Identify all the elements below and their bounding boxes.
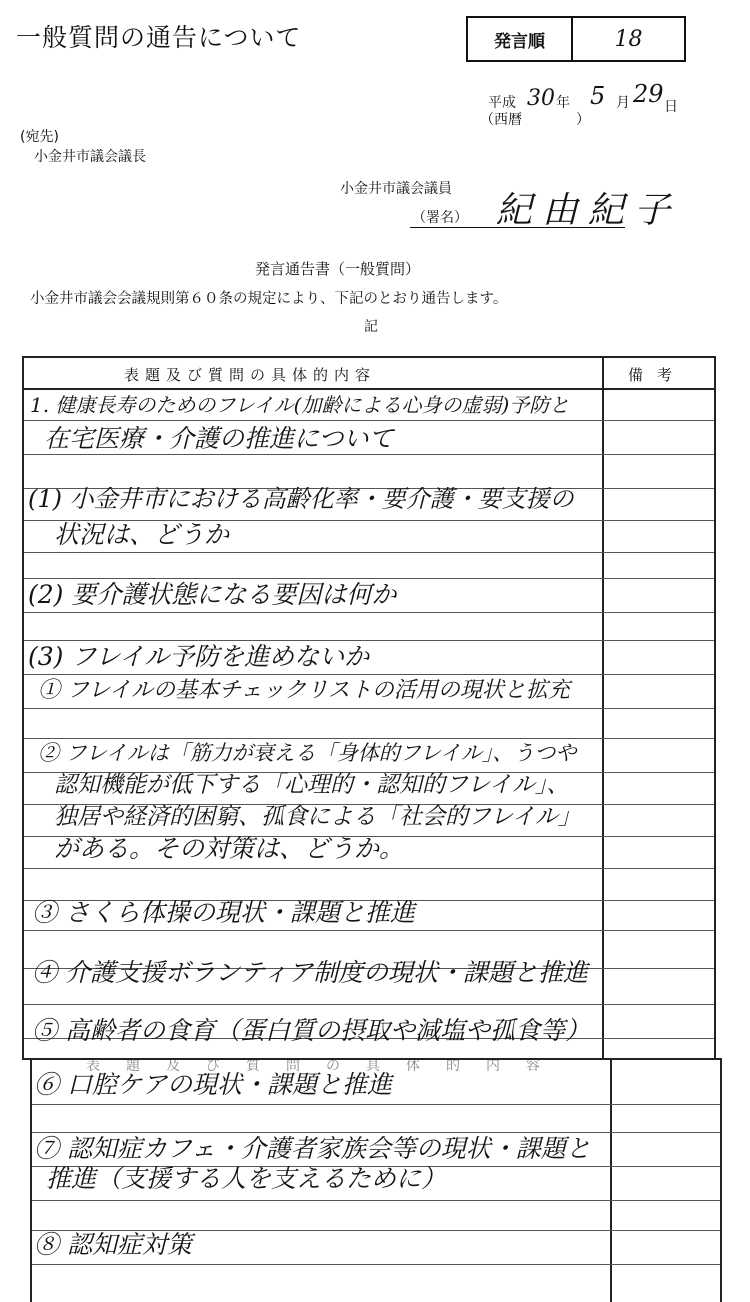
date-year: 30 bbox=[527, 86, 555, 111]
speaking-order-label: 発言順 bbox=[468, 18, 573, 60]
question-line: がある。その対策は、どうか。 bbox=[54, 834, 405, 863]
question-line: 推進（支援する人を支えるために） bbox=[46, 1164, 447, 1193]
page-title: 一般質問の通告について bbox=[16, 23, 302, 52]
question-line: ⑦ 認知症カフェ・介護者家族会等の現状・課題と bbox=[34, 1134, 591, 1163]
question-line: (2) 要介護状態になる要因は何か bbox=[28, 580, 397, 609]
date-nen: 年 bbox=[556, 95, 570, 111]
signature: 紀由紀子 bbox=[496, 190, 681, 231]
remarks-column-divider bbox=[610, 1060, 612, 1302]
ruled-line bbox=[24, 420, 714, 421]
question-table-continued bbox=[30, 1058, 722, 1302]
ruled-line bbox=[24, 1004, 714, 1005]
document-intro: 小金井市議会会議規則第６０条の規定により、下記のとおり通告します。 bbox=[30, 291, 508, 307]
ruled-line bbox=[32, 1104, 720, 1105]
date-seireki-close: ） bbox=[576, 112, 590, 128]
question-line: ④ 介護支援ボランティア制度の現状・課題と推進 bbox=[32, 958, 588, 987]
date-seireki: （西暦 bbox=[480, 112, 522, 128]
ki-mark: 記 bbox=[364, 319, 378, 335]
question-line: 状況は、どうか bbox=[54, 520, 230, 549]
ruled-line bbox=[32, 1200, 720, 1201]
sender-role: 小金井市議会議員 bbox=[340, 181, 452, 197]
question-line: ① フレイルの基本チェックリストの活用の現状と拡充 bbox=[38, 678, 570, 703]
ruled-line bbox=[24, 612, 714, 613]
addressee-name: 小金井市議会議長 bbox=[34, 149, 146, 165]
ruled-line bbox=[24, 454, 714, 455]
question-line: 独居や経済的困窮、孤食による「社会的フレイル」 bbox=[54, 804, 581, 830]
ruled-line bbox=[24, 708, 714, 709]
signature-label: （署名） bbox=[412, 210, 468, 226]
speaking-order-value: 18 bbox=[614, 26, 643, 52]
question-line: ⑤ 高齢者の食育（蛋白質の摂取や減塩や孤食等） bbox=[32, 1016, 590, 1045]
date-day: 29 bbox=[633, 80, 664, 108]
question-line: ⑥ 口腔ケアの現状・課題と推進 bbox=[34, 1070, 392, 1099]
faint-header-ghost: 表題及び質問の具体的内容 bbox=[86, 1058, 566, 1074]
date-month: 5 bbox=[590, 82, 606, 110]
table-header-main: 表題及び質問の具体的内容 bbox=[124, 366, 377, 384]
question-line: (1) 小金井市における高齢化率・要介護・要支援の bbox=[28, 485, 574, 513]
ruled-line bbox=[32, 1264, 720, 1265]
addressee-label: (宛先) bbox=[20, 129, 59, 145]
question-line: ② フレイルは「筋力が衰える「身体的フレイル」、うつや bbox=[38, 741, 577, 765]
document-title: 発言通告書（一般質問） bbox=[255, 260, 421, 278]
date-tsuki: 月 bbox=[616, 95, 630, 111]
date-era: 平成 bbox=[488, 95, 516, 111]
question-line: (3) フレイル予防を進めないか bbox=[28, 642, 370, 671]
ruled-line bbox=[24, 868, 714, 869]
question-line: 1. 健康長寿のためのフレイル(加齢による心身の虚弱)予防と bbox=[30, 393, 570, 417]
ruled-line bbox=[24, 552, 714, 553]
table-header-remarks: 備考 bbox=[628, 366, 687, 384]
date-nichi: 日 bbox=[664, 99, 678, 115]
question-line: ⑧ 認知症対策 bbox=[34, 1230, 192, 1259]
speaking-order-box bbox=[466, 16, 686, 62]
ruled-line bbox=[24, 930, 714, 931]
question-line: 在宅医療・介護の推進について bbox=[44, 424, 394, 453]
ruled-line bbox=[32, 1132, 720, 1133]
ruled-line bbox=[24, 640, 714, 641]
question-line: ③ さくら体操の現状・課題と推進 bbox=[32, 898, 415, 927]
question-line: 認知機能が低下する「心理的・認知的フレイル」、 bbox=[54, 772, 570, 798]
ruled-line bbox=[24, 674, 714, 675]
ruled-line bbox=[24, 578, 714, 579]
question-table bbox=[22, 356, 716, 1060]
